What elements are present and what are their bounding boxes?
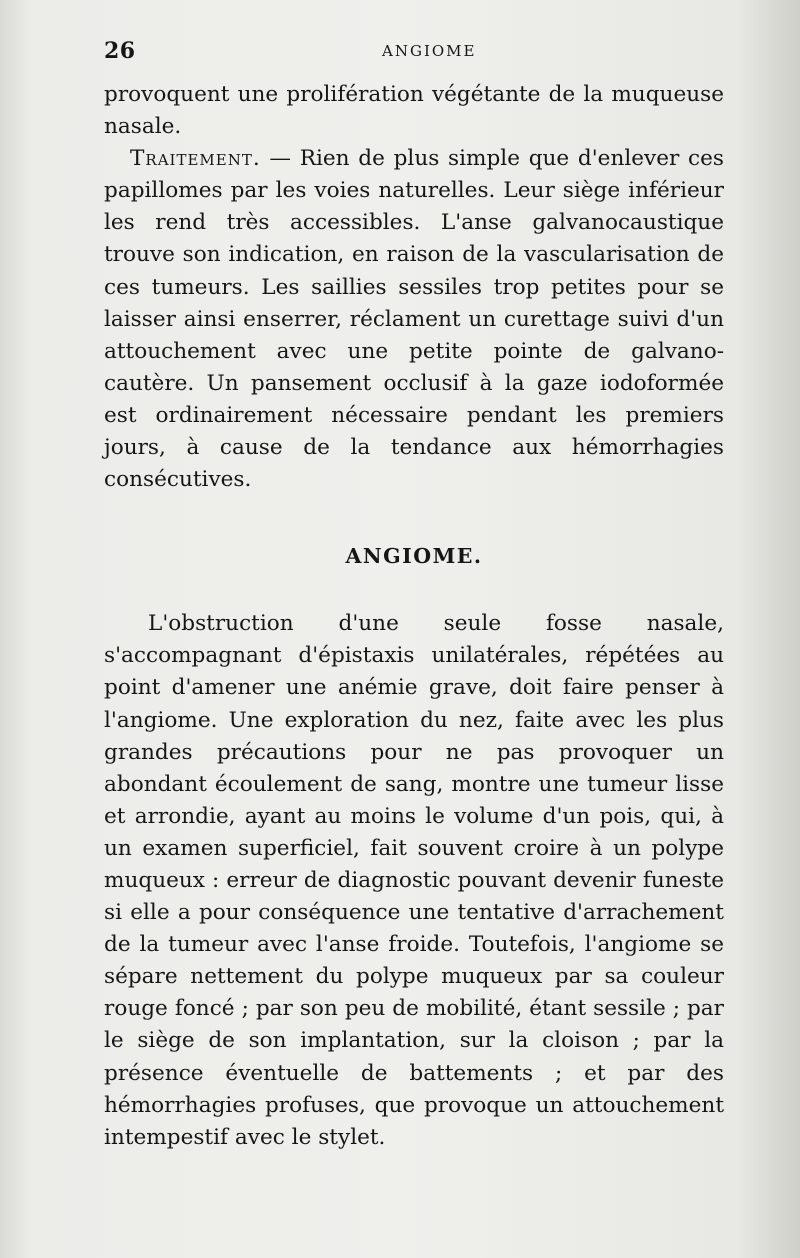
traitement-paragraph bbox=[104, 143, 724, 496]
section-heading-angiome: ANGIOME. bbox=[345, 544, 483, 569]
carryover-paragraph: provoquent une prolifération végétante de la muqueuse nasale. bbox=[104, 82, 724, 140]
traitement-text: — Rien de plus simple que d'enlever ces papillomes par les voies naturelles. Leur siège inférieur les rend très accessibles. L'anse galvanocaustique trouve son indication, en raison de la vascularisation de ces tumeurs. Les saillies sessiles trop petites pour se laisser ainsi enserrer, réclament un curettage suivi d'un attouchement avec une petite pointe de galvano-cautère. Un pansement occlusif à la gaze iodoformée est ordinairement nécessaire pendant les premiers jours, à cause de la tendance aux hémorrhagies consécutives. bbox=[104, 146, 724, 493]
page-number: 26 bbox=[104, 38, 136, 64]
running-title: ANGIOME bbox=[382, 42, 477, 60]
body-text bbox=[104, 79, 724, 1154]
angiome-paragraph: L'obstruction d'une seule fosse nasale, s'accompagnant d'épistaxis unilatérales, répétées au point d'amener une anémie grave, doit faire penser à l'angiome. Une exploration du nez, faite avec les plus grandes précautions pour ne pas provoquer un abondant écoulement de sang, montre une tumeur lisse et arrondie, ayant au moins le volume d'un pois, qui, à un examen superficiel, fait souvent croire à un polype muqueux : erreur de diagnostic pouvant devenir funeste si elle a pour conséquence une tentative d'arrachement de la tumeur avec l'anse froide. Toutefois, l'angiome se sépare nettement du polype muqueux par sa couleur rouge foncé ; par son peu de mobilité, étant sessile ; par le siège de son implantation, sur la cloison ; par la présence éventuelle de battements ; et par des hémorrhagies profuses, que provoque un attouchement intempestif avec le stylet. bbox=[104, 611, 724, 1150]
running-head bbox=[104, 38, 724, 68]
traitement-run-in-heading: Traitement. bbox=[130, 146, 261, 172]
